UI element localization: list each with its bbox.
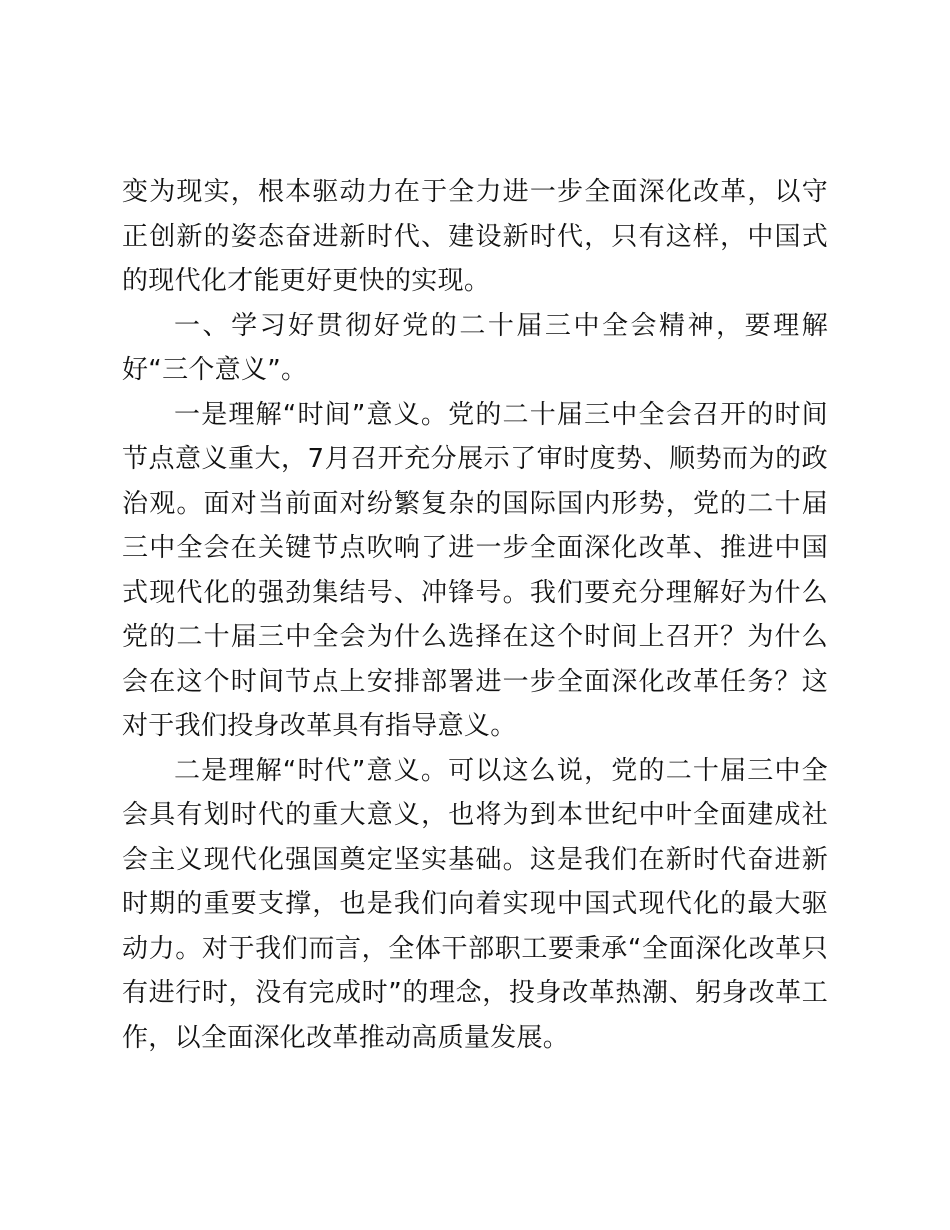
paragraph-continuation: 变为现实，根本驱动力在于全力进一步全面深化改革，以守正创新的姿态奋进新时代、建设新时代，只有这样，中国式的现代化才能更好更快的实现。 bbox=[122, 177, 828, 296]
paragraph-era-meaning: 二是理解“时代”意义。可以这么说，党的二十届三中全会具有划时代的重大意义，也将为到本世纪中叶全面建成社会主义现代化强国奠定坚实基础。这是我们在新时代奋进新时期的重要支撑，也是我们向着实现中国式现代化的最大驱动力。对于我们而言，全体干部职工要秉承“全面深化改革只有进行时，没有完成时”的理念，投身改革热潮、躬身改革工作，以全面深化改革推动高质量发展。 bbox=[122, 755, 828, 1053]
document-body bbox=[122, 170, 828, 1060]
paragraph-time-meaning: 一是理解“时间”意义。党的二十届三中全会召开的时间节点意义重大，7月召开充分展示了审时度势、顺势而为的政治观。面对当前面对纷繁复杂的国际国内形势，党的二十届三中全会在关键节点吹响了进一步全面深化改革、推进中国式现代化的强劲集结号、冲锋号。我们要充分理解好为什么党的二十届三中全会为什么选择在这个时间上召开？为什么会在这个时间节点上安排部署进一步全面深化改革任务？这对于我们投身改革具有指导意义。 bbox=[122, 399, 828, 741]
paragraph-section-heading: 一、学习好贯彻好党的二十届三中全会精神，要理解好“三个意义”。 bbox=[122, 310, 828, 385]
